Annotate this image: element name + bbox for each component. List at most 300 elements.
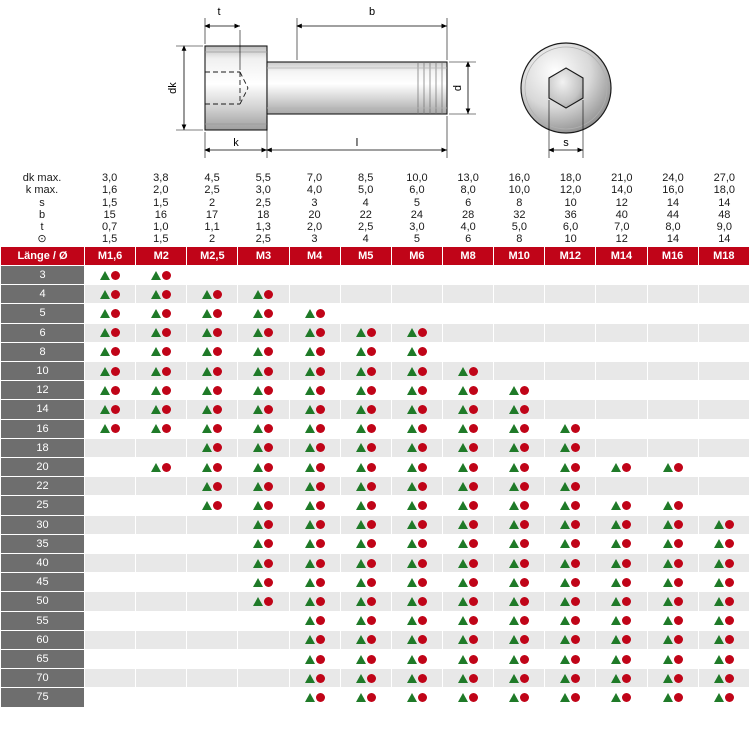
triangle-icon xyxy=(253,405,263,414)
availability-marks xyxy=(151,367,171,376)
matrix-cell xyxy=(187,611,238,630)
triangle-icon xyxy=(458,539,468,548)
matrix-cell xyxy=(647,630,698,649)
availability-marks xyxy=(560,578,580,587)
label-k: k xyxy=(233,137,239,149)
matrix-cell xyxy=(596,477,647,496)
circle-icon xyxy=(418,482,427,491)
availability-marks xyxy=(356,367,376,376)
circle-icon xyxy=(674,559,683,568)
circle-icon xyxy=(520,501,529,510)
circle-icon xyxy=(162,347,171,356)
matrix-cell xyxy=(647,688,698,707)
spec-cell: 18,0 xyxy=(559,172,582,184)
availability-marks xyxy=(305,463,325,472)
availability-marks xyxy=(714,674,734,683)
triangle-icon xyxy=(253,424,263,433)
availability-marks xyxy=(100,424,120,433)
matrix-cell xyxy=(698,496,749,515)
matrix-cell xyxy=(238,458,289,477)
matrix-cell xyxy=(136,381,187,400)
triangle-icon xyxy=(458,635,468,644)
circle-icon xyxy=(264,520,273,529)
matrix-cell xyxy=(647,611,698,630)
circle-icon xyxy=(571,424,580,433)
circle-icon xyxy=(520,693,529,702)
spec-cell: 3,8 xyxy=(153,172,169,184)
availability-marks xyxy=(458,386,478,395)
availability-marks xyxy=(253,520,273,529)
availability-marks xyxy=(305,539,325,548)
spec-cell: 2 xyxy=(208,196,216,209)
triangle-icon xyxy=(356,424,366,433)
spec-cell: 12 xyxy=(615,196,628,209)
triangle-icon xyxy=(407,693,417,702)
spec-cell: 14 xyxy=(666,233,680,246)
triangle-icon xyxy=(509,424,519,433)
triangle-icon xyxy=(458,367,468,376)
triangle-icon xyxy=(305,539,315,548)
circle-icon xyxy=(162,386,171,395)
availability-marks xyxy=(611,559,631,568)
triangle-icon xyxy=(151,290,161,299)
circle-icon xyxy=(469,635,478,644)
matrix-cell xyxy=(647,592,698,611)
spec-cell: 7,0 xyxy=(614,221,630,234)
circle-icon xyxy=(622,539,631,548)
triangle-icon xyxy=(305,616,315,625)
circle-icon xyxy=(622,655,631,664)
triangle-icon xyxy=(458,578,468,587)
matrix-column-header: M1,6 xyxy=(85,246,136,265)
spec-cell: 6,0 xyxy=(562,221,579,234)
matrix-cell xyxy=(494,534,545,553)
availability-marks xyxy=(356,578,376,587)
triangle-icon xyxy=(151,424,161,433)
availability-marks xyxy=(663,635,683,644)
availability-marks xyxy=(407,443,427,452)
matrix-cell xyxy=(442,650,493,669)
matrix-cell xyxy=(596,650,647,669)
matrix-cell xyxy=(289,400,340,419)
matrix-cell xyxy=(698,534,749,553)
matrix-cell xyxy=(187,285,238,304)
availability-marks xyxy=(560,424,580,433)
circle-icon xyxy=(162,328,171,337)
matrix-cell xyxy=(545,362,596,381)
spec-cell: 2,5 xyxy=(255,196,271,209)
availability-marks xyxy=(305,328,325,337)
matrix-length-label: 20 xyxy=(1,458,85,477)
triangle-icon xyxy=(560,674,570,683)
availability-marks xyxy=(560,559,580,568)
spec-table-body xyxy=(0,172,750,246)
circle-icon xyxy=(622,597,631,606)
circle-icon xyxy=(111,405,120,414)
matrix-cell xyxy=(391,419,442,438)
matrix-cell xyxy=(187,650,238,669)
matrix-cell xyxy=(391,458,442,477)
circle-icon xyxy=(520,674,529,683)
matrix-cell xyxy=(596,342,647,361)
triangle-icon xyxy=(305,674,315,683)
triangle-icon xyxy=(305,386,315,395)
matrix-cell xyxy=(647,515,698,534)
matrix-cell xyxy=(289,419,340,438)
availability-marks xyxy=(560,463,580,472)
circle-icon xyxy=(725,616,734,625)
availability-marks xyxy=(458,443,478,452)
triangle-icon xyxy=(407,559,417,568)
matrix-cell xyxy=(238,496,289,515)
availability-marks xyxy=(253,347,273,356)
circle-icon xyxy=(111,347,120,356)
triangle-icon xyxy=(202,347,212,356)
spec-cell: 6 xyxy=(465,196,472,209)
spec-cell: 3,0 xyxy=(101,172,118,184)
matrix-cell xyxy=(187,554,238,573)
circle-icon xyxy=(316,655,325,664)
matrix-cell xyxy=(596,515,647,534)
circle-icon xyxy=(674,635,683,644)
matrix-cell xyxy=(596,362,647,381)
availability-marks xyxy=(202,386,222,395)
availability-marks xyxy=(714,655,734,664)
triangle-icon xyxy=(458,597,468,606)
circle-icon xyxy=(469,655,478,664)
circle-icon xyxy=(213,424,222,433)
table-row xyxy=(1,458,750,477)
circle-icon xyxy=(264,290,273,299)
spec-cell: 3,0 xyxy=(409,221,425,234)
matrix-cell xyxy=(187,265,238,284)
matrix-cell xyxy=(494,381,545,400)
matrix-cell xyxy=(238,669,289,688)
triangle-icon xyxy=(407,463,417,472)
triangle-icon xyxy=(253,463,263,472)
spec-cell: 13,0 xyxy=(457,172,479,184)
matrix-cell xyxy=(545,592,596,611)
circle-icon xyxy=(418,597,427,606)
matrix-cell xyxy=(596,265,647,284)
availability-marks xyxy=(714,559,734,568)
matrix-cell xyxy=(442,342,493,361)
table-row xyxy=(1,573,750,592)
circle-icon xyxy=(418,328,427,337)
availability-marks xyxy=(407,367,427,376)
triangle-icon xyxy=(253,328,263,337)
triangle-icon xyxy=(151,328,161,337)
circle-icon xyxy=(571,539,580,548)
spec-cell: 2,0 xyxy=(153,184,169,197)
spec-cell: 5 xyxy=(413,233,420,246)
circle-icon xyxy=(469,693,478,702)
circle-icon xyxy=(111,290,120,299)
circle-icon xyxy=(367,578,376,587)
availability-marks xyxy=(305,655,325,664)
spec-cell: 24 xyxy=(410,208,424,221)
matrix-cell xyxy=(647,650,698,669)
matrix-cell xyxy=(442,669,493,688)
triangle-icon xyxy=(458,616,468,625)
matrix-cell xyxy=(596,573,647,592)
circle-icon xyxy=(264,309,273,318)
matrix-cell xyxy=(187,458,238,477)
spec-cell: 2,5 xyxy=(358,221,374,234)
availability-marks xyxy=(253,501,273,510)
circle-icon xyxy=(367,443,376,452)
spec-cell: 4,5 xyxy=(204,172,220,184)
matrix-cell xyxy=(545,534,596,553)
matrix-cell xyxy=(85,688,136,707)
triangle-icon xyxy=(305,578,315,587)
matrix-cell xyxy=(289,534,340,553)
matrix-cell xyxy=(340,592,391,611)
matrix-cell xyxy=(391,285,442,304)
spec-cell: 27,0 xyxy=(713,172,736,184)
matrix-cell xyxy=(289,554,340,573)
circle-icon xyxy=(418,386,427,395)
triangle-icon xyxy=(253,290,263,299)
spec-cell: 16,0 xyxy=(662,184,684,197)
matrix-column-header: M8 xyxy=(442,246,493,265)
matrix-length-label: 10 xyxy=(1,362,85,381)
triangle-icon xyxy=(151,405,161,414)
label-d: d xyxy=(452,84,464,92)
matrix-column-header: M3 xyxy=(238,246,289,265)
matrix-cell xyxy=(647,381,698,400)
triangle-icon xyxy=(407,424,417,433)
availability-marks xyxy=(458,501,478,510)
matrix-cell xyxy=(391,534,442,553)
triangle-icon xyxy=(509,443,519,452)
availability-marks xyxy=(305,367,325,376)
availability-marks xyxy=(253,386,273,395)
matrix-cell xyxy=(340,419,391,438)
matrix-cell xyxy=(289,630,340,649)
triangle-icon xyxy=(458,655,468,664)
matrix-cell xyxy=(545,669,596,688)
circle-icon xyxy=(367,674,376,683)
availability-marks xyxy=(356,559,376,568)
matrix-cell xyxy=(289,611,340,630)
availability-marks xyxy=(458,424,478,433)
triangle-icon xyxy=(458,386,468,395)
matrix-cell xyxy=(545,400,596,419)
matrix-cell xyxy=(442,573,493,592)
label-s: s xyxy=(563,137,569,149)
matrix-cell xyxy=(596,438,647,457)
triangle-icon xyxy=(560,539,570,548)
triangle-icon xyxy=(560,463,570,472)
triangle-icon xyxy=(253,501,263,510)
triangle-icon xyxy=(305,693,315,702)
availability-marks xyxy=(509,405,529,414)
triangle-icon xyxy=(100,405,110,414)
label-b: b xyxy=(368,6,376,18)
matrix-cell xyxy=(442,438,493,457)
triangle-icon xyxy=(202,424,212,433)
availability-marks xyxy=(253,539,273,548)
availability-marks xyxy=(458,463,478,472)
circle-icon xyxy=(571,482,580,491)
circle-icon xyxy=(725,539,734,548)
matrix-cell xyxy=(340,554,391,573)
matrix-length-label: 4 xyxy=(1,285,85,304)
table-row xyxy=(1,650,750,669)
circle-icon xyxy=(571,463,580,472)
triangle-icon xyxy=(458,520,468,529)
availability-marks xyxy=(458,674,478,683)
circle-icon xyxy=(622,463,631,472)
matrix-cell xyxy=(545,611,596,630)
triangle-icon xyxy=(356,635,366,644)
circle-icon xyxy=(316,501,325,510)
matrix-length-label: 18 xyxy=(1,438,85,457)
matrix-cell xyxy=(494,265,545,284)
availability-marks xyxy=(407,674,427,683)
matrix-cell xyxy=(596,554,647,573)
triangle-icon xyxy=(356,655,366,664)
triangle-icon xyxy=(100,424,110,433)
matrix-cell xyxy=(391,573,442,592)
triangle-icon xyxy=(407,482,417,491)
circle-icon xyxy=(111,424,120,433)
matrix-cell xyxy=(442,419,493,438)
matrix-cell xyxy=(494,573,545,592)
circle-icon xyxy=(367,367,376,376)
triangle-icon xyxy=(714,616,724,625)
matrix-cell xyxy=(698,458,749,477)
spec-cell: 24,0 xyxy=(662,172,684,184)
matrix-cell xyxy=(596,592,647,611)
circle-icon xyxy=(213,347,222,356)
spec-cell: 22 xyxy=(359,208,372,221)
matrix-cell xyxy=(85,342,136,361)
triangle-icon xyxy=(714,539,724,548)
triangle-icon xyxy=(509,578,519,587)
spec-cell: 1,5 xyxy=(101,233,118,246)
circle-icon xyxy=(316,424,325,433)
availability-marks xyxy=(407,539,427,548)
matrix-cell xyxy=(340,611,391,630)
matrix-cell xyxy=(545,285,596,304)
spec-cell: 16,0 xyxy=(508,172,531,184)
availability-marks xyxy=(611,693,631,702)
matrix-cell xyxy=(340,650,391,669)
matrix-cell xyxy=(698,515,749,534)
matrix-cell xyxy=(391,611,442,630)
availability-marks xyxy=(509,424,529,433)
spec-cell: 14,0 xyxy=(611,184,633,197)
circle-icon xyxy=(316,674,325,683)
circle-icon xyxy=(622,693,631,702)
matrix-cell xyxy=(494,669,545,688)
availability-marks xyxy=(611,655,631,664)
circle-icon xyxy=(571,559,580,568)
availability-marks xyxy=(509,693,529,702)
availability-marks xyxy=(407,463,427,472)
spec-cell: 10 xyxy=(564,196,577,209)
matrix-cell xyxy=(698,669,749,688)
circle-icon xyxy=(367,597,376,606)
matrix-length-label: 70 xyxy=(1,669,85,688)
matrix-length-label: 5 xyxy=(1,304,85,323)
matrix-cell xyxy=(391,554,442,573)
matrix-cell xyxy=(391,496,442,515)
matrix-cell xyxy=(289,342,340,361)
table-row xyxy=(1,265,750,284)
matrix-cell xyxy=(340,669,391,688)
availability-marks xyxy=(663,597,683,606)
triangle-icon xyxy=(458,405,468,414)
availability-marks xyxy=(714,635,734,644)
triangle-icon xyxy=(305,463,315,472)
availability-marks xyxy=(100,405,120,414)
circle-icon xyxy=(469,443,478,452)
triangle-icon xyxy=(663,501,673,510)
matrix-cell xyxy=(545,515,596,534)
circle-icon xyxy=(622,520,631,529)
triangle-icon xyxy=(407,635,417,644)
availability-marks xyxy=(253,290,273,299)
spec-cell: 2,5 xyxy=(255,233,271,246)
circle-icon xyxy=(622,674,631,683)
matrix-cell xyxy=(136,304,187,323)
matrix-cell xyxy=(391,304,442,323)
table-row xyxy=(1,362,750,381)
circle-icon xyxy=(213,501,222,510)
availability-marks xyxy=(305,693,325,702)
matrix-cell xyxy=(85,362,136,381)
triangle-icon xyxy=(305,405,315,414)
triangle-icon xyxy=(151,386,161,395)
table-row xyxy=(1,669,750,688)
circle-icon xyxy=(520,655,529,664)
availability-marks xyxy=(407,328,427,337)
triangle-icon xyxy=(305,597,315,606)
matrix-cell xyxy=(494,611,545,630)
spec-row xyxy=(0,221,750,233)
triangle-icon xyxy=(151,271,161,280)
availability-marks xyxy=(202,347,222,356)
spec-cell: 14 xyxy=(666,196,680,209)
matrix-cell xyxy=(289,265,340,284)
matrix-cell xyxy=(187,688,238,707)
circle-icon xyxy=(469,405,478,414)
circle-icon xyxy=(469,501,478,510)
availability-marks xyxy=(151,386,171,395)
matrix-cell xyxy=(647,419,698,438)
circle-icon xyxy=(469,482,478,491)
availability-marks xyxy=(458,635,478,644)
availability-marks xyxy=(509,520,529,529)
matrix-cell xyxy=(136,592,187,611)
availability-marks xyxy=(714,539,734,548)
matrix-cell xyxy=(340,534,391,553)
availability-marks xyxy=(407,482,427,491)
availability-marks xyxy=(356,347,376,356)
triangle-icon xyxy=(509,559,519,568)
matrix-cell xyxy=(647,669,698,688)
matrix-cell xyxy=(187,438,238,457)
circle-icon xyxy=(571,443,580,452)
matrix-cell xyxy=(136,669,187,688)
triangle-icon xyxy=(305,559,315,568)
triangle-icon xyxy=(356,520,366,529)
availability-marks xyxy=(253,309,273,318)
triangle-icon xyxy=(663,578,673,587)
